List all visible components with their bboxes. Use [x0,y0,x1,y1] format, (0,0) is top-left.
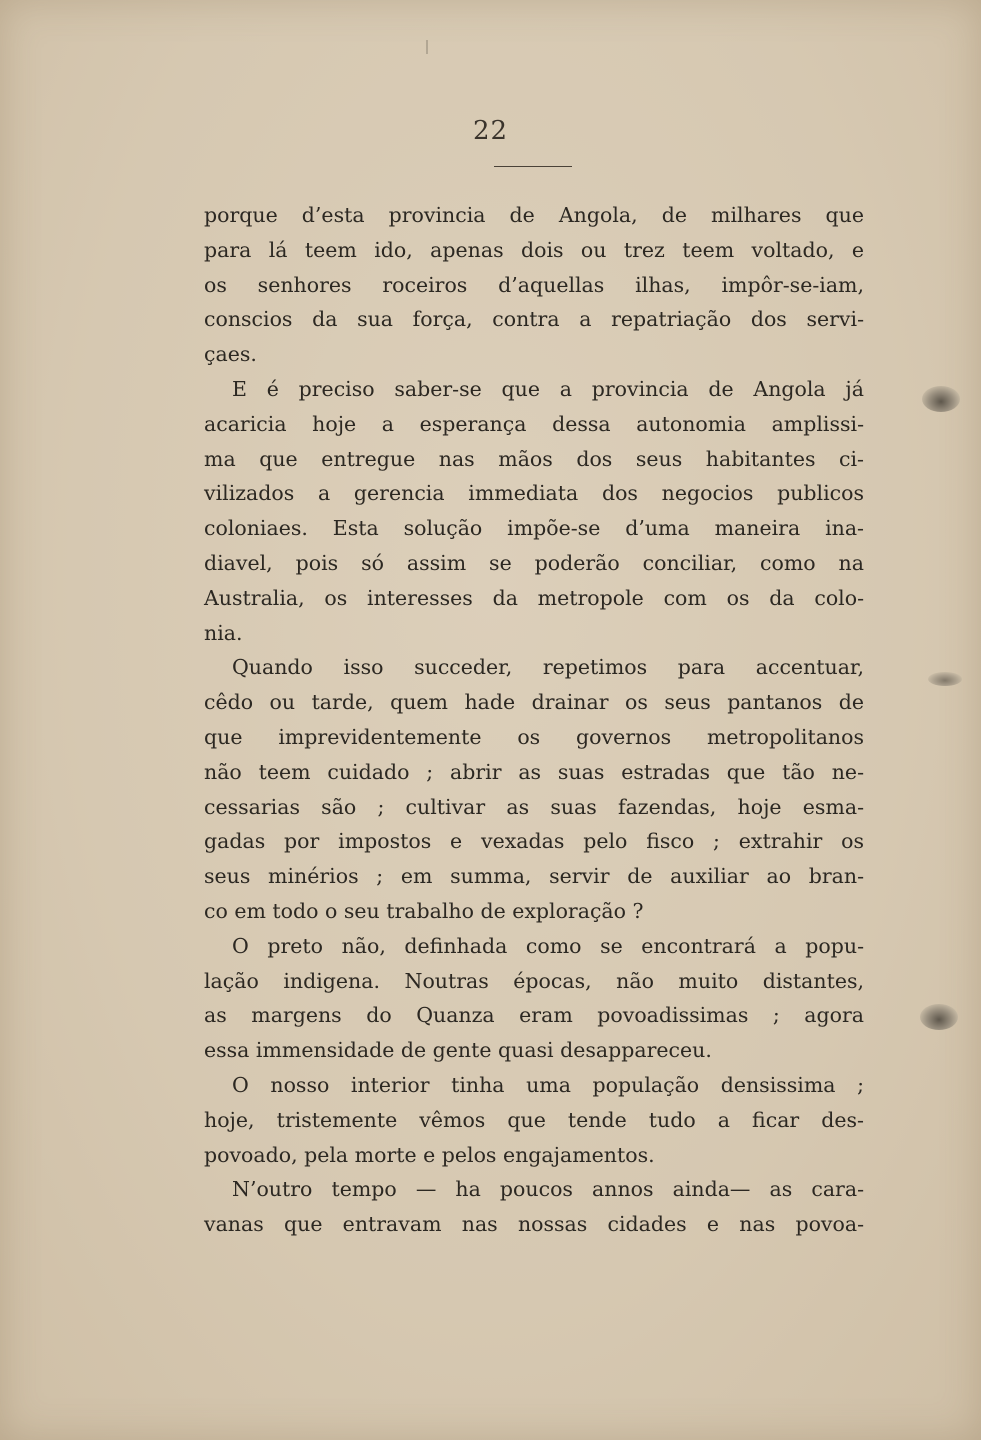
text-line: cessarias são ; cultivar as suas fazendas, hoje esma- [204,794,864,819]
page-number: 22 [472,116,509,146]
text-line: ma que entregue nas mãos dos seus habitantes ci- [204,446,864,471]
text-line: lação indigena. Noutras épocas, não muito distantes, [204,968,864,993]
text-line: para lá teem ido, apenas dois ou trez teem voltado, e [204,237,864,262]
text-line: co em todo o seu trabalho de exploração ? [204,898,644,923]
text-line: as margens do Quanza eram povoadissimas ; agora [204,1003,864,1028]
text-line: vilizados a gerencia immediata dos negocios publicos [204,481,864,506]
text-line: E é preciso saber-se que a provincia de Angola já [232,376,864,401]
binding-hole [922,386,960,412]
text-line: povoado, pela morte e pelos engajamentos. [204,1142,655,1167]
text-line: hoje, tristemente vêmos que tende tudo a ficar des- [204,1107,864,1132]
text-line: O preto não, definhada como se encontrará a popu- [232,933,864,958]
text-line: coloniaes. Esta solução impõe-se d’uma maneira ina- [204,516,864,541]
text-line: que imprevidentemente os governos metropolitanos [204,724,864,749]
text-line: Australia, os interesses da metropole com os da colo- [204,585,864,610]
text-line: seus minérios ; em summa, servir de auxiliar ao bran- [204,864,864,889]
binding-hole [920,1004,958,1030]
text-line: N’outro tempo — ha poucos annos ainda— as cara- [232,1177,864,1202]
body-text [204,198,864,1242]
text-line: Quando isso succeder, repetimos para accentuar, [232,655,864,680]
text-line: çaes. [204,342,257,367]
text-line: vanas que entravam nas nossas cidades e nas povoa- [204,1212,864,1237]
text-line: essa immensidade de gente quasi desappareceu. [204,1038,712,1063]
page-number-rule [494,166,572,167]
text-line: conscios da sua força, contra a repatriação dos servi- [204,307,864,332]
text-line: diavel, pois só assim se poderão conciliar, como na [204,550,864,575]
text-line: não teem cuidado ; abrir as suas estradas que tão ne- [204,759,864,784]
text-line: os senhores roceiros d’aquellas ilhas, impôr-se-iam, [204,272,864,297]
text-line: acaricia hoje a esperança dessa autonomia amplissi- [204,411,864,436]
binding-hole [928,672,962,686]
text-line: cêdo ou tarde, quem hade drainar os seus pantanos de [204,690,864,715]
text-line: nia. [204,620,243,645]
text-line: porque d’esta provincia de Angola, de milhares que [204,203,864,227]
margin-pencil-mark [426,40,428,54]
text-line: gadas por impostos e vexadas pelo fisco ; extrahir os [204,829,864,854]
text-line: O nosso interior tinha uma população densissima ; [232,1072,864,1097]
